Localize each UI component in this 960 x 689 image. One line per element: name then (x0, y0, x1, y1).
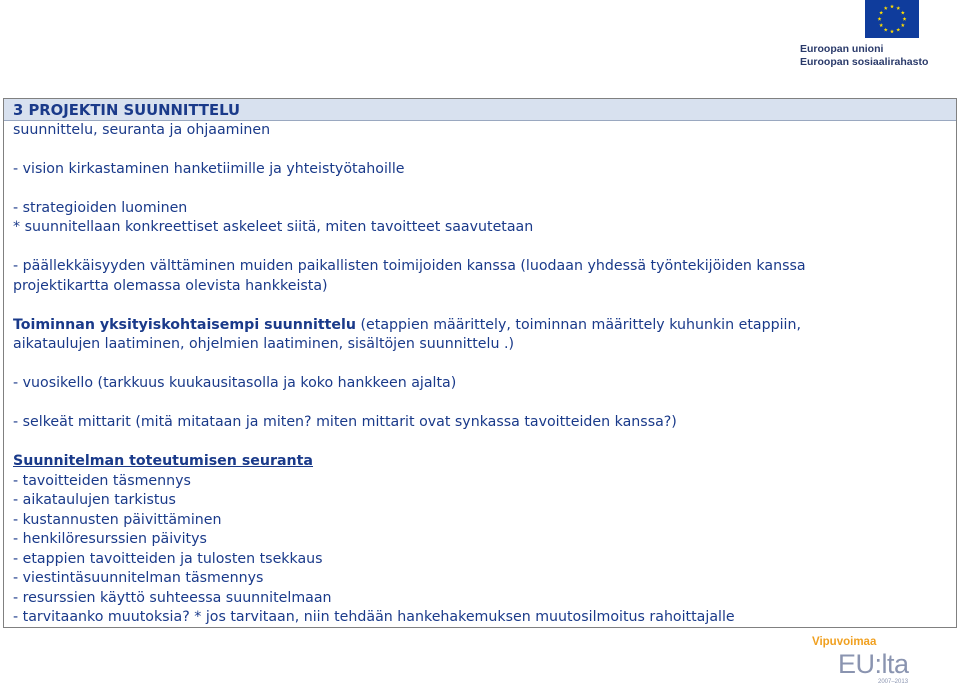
paragraph-overlap-cont: projektikartta olemassa olevista hankkeista) (13, 277, 328, 294)
paragraph-strategy: - strategioiden luominen (13, 199, 188, 216)
paragraph-strategy-detail: * suunnitellaan konkreettiset askeleet siitä, miten tavoitteet saavutetaan (13, 219, 534, 235)
list-item: - aikataulujen tarkistus (13, 492, 176, 508)
paragraph-year-clock: - vuosikello (tarkkuus kuukausitasolla ja koko hankkeen ajalta) (13, 375, 457, 391)
list-item: - henkilöresurssien päivitys (13, 531, 207, 547)
vipuvoimaa-years: 2007–2013 (878, 679, 909, 685)
eu-logo-line1: Euroopan unioni (800, 43, 884, 55)
paragraph-vision: - vision kirkastaminen hanketiimille ja yhteistyötahoille (13, 160, 405, 177)
eu-flag-icon (865, 0, 919, 38)
paragraph-metrics: - selkeät mittarit (mitä mitataan ja miten? miten mittarit ovat synkassa tavoitteiden kanssa?) (13, 414, 677, 430)
detailed-planning-text: (etappien määrittely, toiminnan määrittely kuhunkin etappiin, (355, 316, 801, 333)
list-item: - tavoitteiden täsmennys (13, 472, 191, 489)
vipuvoimaa-logo (808, 636, 918, 688)
monitoring-list (13, 472, 950, 628)
vipuvoimaa-main: EU:lta (838, 649, 909, 679)
document-content (13, 101, 950, 628)
paragraph-overlap: - päällekkäisyyden välttäminen muiden paikallisten toimijoiden kanssa (luodaan yhdessä työntekijöiden kanssa (13, 258, 806, 274)
paragraph-detailed-planning (13, 316, 950, 336)
list-item: - tarvitaanko muutoksia? * jos tarvitaan, niin tehdään hankehakemuksen muutosilmoitus rahoittajalle (13, 609, 735, 625)
list-item: - kustannusten päivittäminen (13, 511, 222, 528)
page-title: 3 PROJEKTIN SUUNNITTELU (13, 102, 240, 119)
list-item: - resurssien käyttö suhteessa suunnitelmaan (13, 589, 332, 606)
eu-logo (800, 0, 950, 72)
vipuvoimaa-title: Vipuvoimaa (812, 636, 877, 648)
section-heading-monitoring: Suunnitelman toteutumisen seuranta (13, 453, 314, 469)
document-box (3, 98, 957, 628)
eu-logo-line2: Euroopan sosiaalirahasto (800, 56, 929, 68)
paragraph-detailed-planning-cont: aikataulujen laatiminen, ohjelmien laatiminen, sisältöjen suunnittelu .) (13, 336, 515, 352)
detailed-planning-label: Toiminnan yksityiskohtaisempi suunnittelu (13, 316, 356, 333)
subheading: suunnittelu, seuranta ja ohjaaminen (13, 121, 271, 138)
list-item: - etappien tavoitteiden ja tulosten tsekkaus (13, 550, 323, 567)
list-item: - viestintäsuunnitelman täsmennys (13, 570, 264, 586)
